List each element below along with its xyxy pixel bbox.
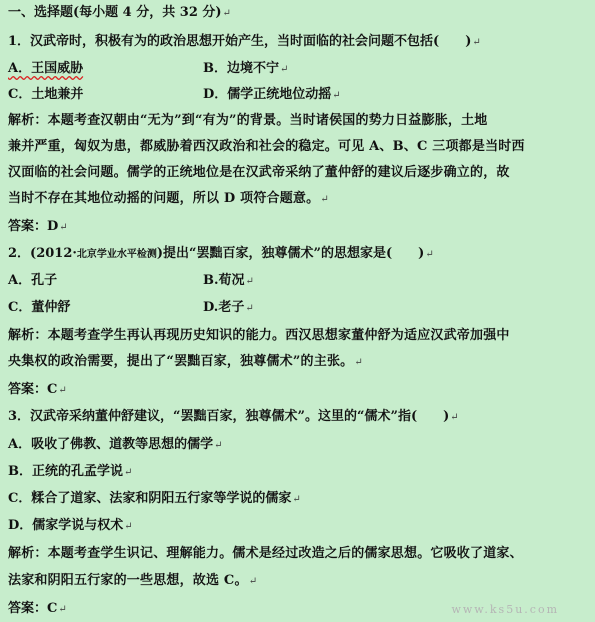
return-mark-icon: ↵ — [124, 467, 133, 478]
return-mark-icon: ↵ — [320, 194, 329, 205]
question-1-analysis-line-2: 兼并严重，匈奴为患，都威胁着西汉政治和社会的稳定。可见 A、B、C 三项都是当时西 — [8, 139, 525, 154]
question-1-answer: 答案：D↵ — [8, 219, 68, 234]
question-3-stem: 3．汉武帝采纳董仲舒建议，“罢黜百家，独尊儒术”。这里的“儒术”指( )↵ — [8, 409, 459, 424]
return-mark-icon: ↵ — [245, 303, 254, 314]
return-mark-icon: ↵ — [222, 8, 231, 19]
return-mark-icon: ↵ — [58, 604, 67, 615]
section-title: 一、选择题(每小题 4 分，共 32 分)↵ — [8, 5, 231, 20]
option-a: A．王国威胁 — [8, 61, 84, 76]
return-mark-icon: ↵ — [425, 249, 434, 260]
question-3-option-b: B．正统的孔孟学说↵ — [8, 464, 133, 479]
return-mark-icon: ↵ — [292, 494, 301, 505]
question-3-analysis-line-2: 法家和阴阳五行家的一些思想，故选 C。↵ — [8, 573, 258, 588]
return-mark-icon: ↵ — [248, 576, 258, 587]
option-b: B．边境不宁↵ — [203, 61, 289, 76]
question-2-source: 北京学业水平检测 — [76, 249, 157, 260]
question-2-answer: 答案：C↵ — [8, 382, 67, 397]
question-3-option-c: C．糅合了道家、法家和阴阳五行家等学说的儒家↵ — [8, 491, 301, 506]
return-mark-icon: ↵ — [450, 412, 459, 423]
option-d: D.老子↵ — [203, 300, 254, 315]
return-mark-icon: ↵ — [59, 222, 68, 233]
question-2-analysis-line-2: 央集权的政治需要，提出了“罢黜百家，独尊儒术”的主张。↵ — [8, 354, 363, 369]
question-2-stem: 2．(2012·北京学业水平检测)提出“罢黜百家，独尊儒术”的思想家是( )↵ — [8, 246, 434, 261]
question-1-analysis-line-1: 解析：本题考查汉朝由“无为”到“有为”的背景。当时诸侯国的势力日益膨胀，土地 — [8, 113, 488, 128]
return-mark-icon: ↵ — [245, 276, 254, 287]
option-d: D．儒学正统地位动摇↵ — [203, 87, 341, 102]
watermark: www.ks5u.com — [451, 603, 559, 616]
return-mark-icon: ↵ — [332, 90, 341, 101]
question-3-analysis-line-1: 解析：本题考查学生识记、理解能力。儒术是经过改造之后的儒家思想。它吸收了道家、 — [8, 546, 523, 561]
question-3-option-d: D．儒家学说与权术↵ — [8, 518, 133, 533]
return-mark-icon: ↵ — [354, 357, 363, 368]
return-mark-icon: ↵ — [58, 385, 67, 396]
option-c: C．土地兼并 — [8, 87, 84, 102]
question-3-answer: 答案：C↵ — [8, 601, 67, 616]
option-a: A．孔子 — [8, 273, 58, 288]
option-b: B.荀况↵ — [203, 273, 254, 288]
return-mark-icon: ↵ — [124, 521, 133, 532]
question-1-stem: 1．汉武帝时，积极有为的政治思想开始产生，当时面临的社会问题不包括( )↵ — [8, 34, 481, 49]
question-1-analysis-line-3: 汉面临的社会问题。儒学的正统地位是在汉武帝采纳了董仲舒的建议后逐步确立的，故 — [8, 165, 510, 180]
question-3-option-a: A．吸收了佛教、道教等思想的儒学↵ — [8, 437, 223, 452]
option-c: C．董仲舒 — [8, 300, 71, 315]
return-mark-icon: ↵ — [280, 64, 289, 75]
question-2-analysis-line-1: 解析：本题考查学生再认再现历史知识的能力。西汉思想家董仲舒为适应汉武帝加强中 — [8, 328, 510, 343]
return-mark-icon: ↵ — [472, 37, 481, 48]
question-1-analysis-line-4: 当时不存在其地位动摇的问题，所以 D 项符合题意。↵ — [8, 191, 329, 206]
return-mark-icon: ↵ — [214, 440, 223, 451]
